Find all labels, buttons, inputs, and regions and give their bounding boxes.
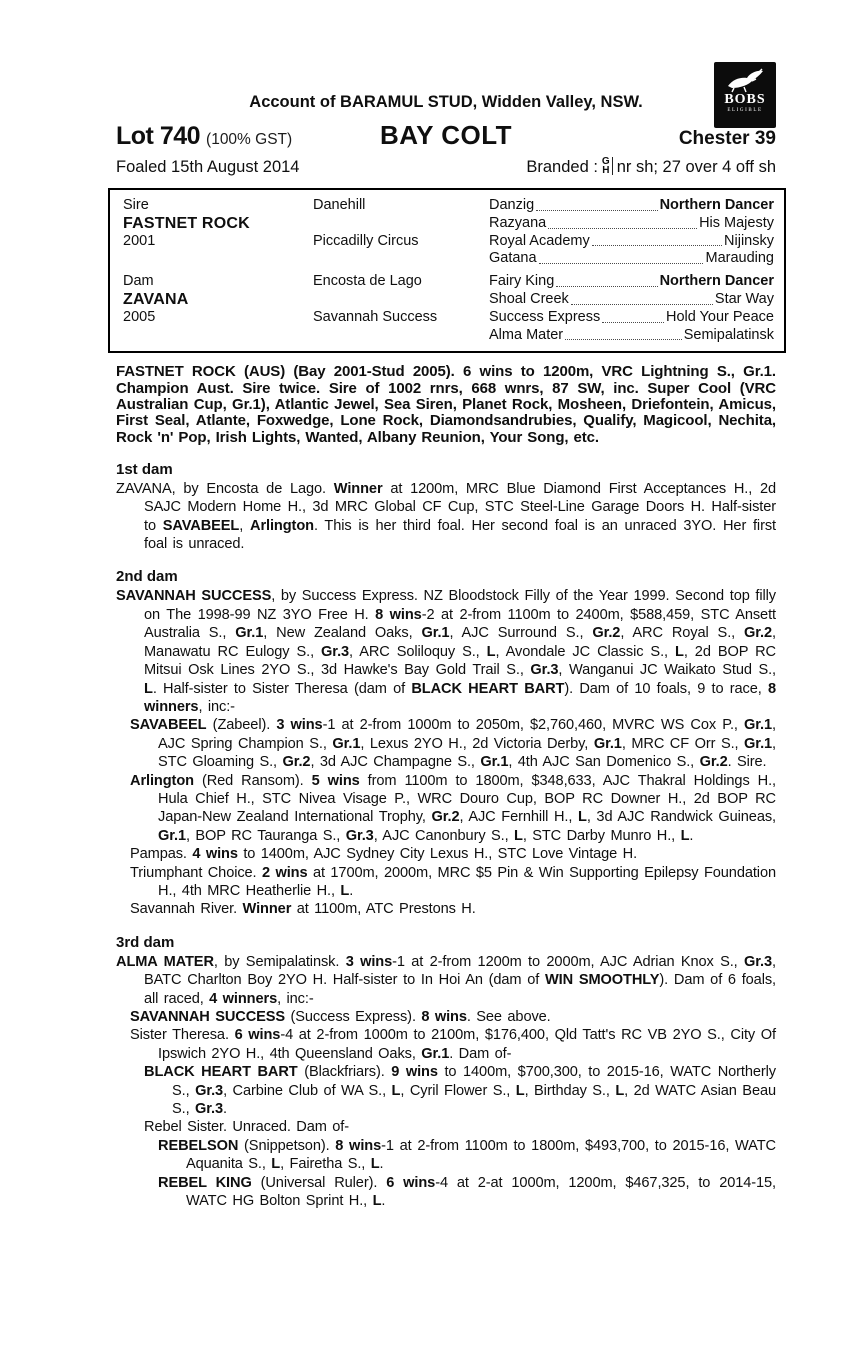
paragraph-savannah-success-ref: [116, 1008, 776, 1026]
bold-text: 4 winners: [209, 990, 278, 1007]
bold-text: L: [486, 643, 496, 660]
paragraph-savannah-river: [116, 900, 776, 918]
paragraph-rebel-king: [116, 1174, 776, 1211]
bold-text: Gr.2: [699, 754, 728, 771]
ancestor-row: [489, 291, 774, 309]
plain-text: at 1100m, ATC Prestons H.: [291, 901, 476, 918]
plain-text: , by Semipalatinsk.: [213, 953, 346, 970]
plain-text: , Cyril Flower S.,: [400, 1082, 516, 1099]
plain-text: ). Dam of 10 foals, 9 to race,: [564, 680, 768, 697]
bold-text: SAVANNAH SUCCESS: [116, 588, 272, 605]
sire-summary-paragraph: [116, 364, 776, 445]
empty-cell: [313, 327, 489, 345]
foaling-year: 2001: [123, 232, 156, 249]
bold-text: 9 wins: [391, 1064, 438, 1081]
plain-text: at 1200m, MRC Blue Diamond First Acceptances H., 2d SAJC Modern Home H., 3d MRC Global CF Cup, STC Steel-Line Garage Doors H. Half-sister to: [144, 480, 776, 534]
paragraph-alma-mater: [116, 953, 776, 1008]
plain-text: , AJC Surround S.,: [449, 625, 593, 642]
dotted-leader: [548, 228, 697, 229]
plain-text: , AJC Fernhill H.,: [459, 809, 578, 826]
plain-text: at 1700m, 2000m, MRC $5 Pin & Win Supporting Epilepsy Foundation H., 4th MRC Heatherlie H.,: [158, 864, 776, 899]
plain-text: -4 at 2-from 1000m to 2100m, $176,400, Qld Tatt's RC VB 2YO S., City Of Ipswich 2YO H., 4th Queensland Oaks,: [158, 1027, 776, 1062]
bold-text: 8 wins: [375, 606, 422, 623]
bold-text: L: [615, 1082, 625, 1099]
plain-text: , BOP RC Tauranga S.,: [186, 827, 346, 844]
grandsire-name: Danehill: [313, 197, 366, 213]
sire-pedigree-group: [123, 197, 774, 268]
plain-text: , MRC CF Orr S.,: [621, 735, 745, 752]
ancestor-sire: Fairy King: [489, 273, 555, 290]
pedigree-table: [108, 188, 786, 353]
plain-text: (Snippetson).: [238, 1137, 336, 1154]
bold-text: BLACK HEART BART: [411, 680, 565, 697]
plain-text: , 4th AJC San Domenico S.,: [508, 754, 700, 771]
paragraph-arlington: [116, 772, 776, 846]
plain-text: .: [379, 1156, 384, 1173]
dotted-leader: [565, 339, 682, 340]
plain-text: -2 at 2-from 1100m to 2400m, $588,459, STC Ansett Australia S.,: [144, 606, 776, 642]
bold-text: L: [577, 809, 587, 826]
plain-text: (Universal Ruler).: [251, 1174, 387, 1191]
plain-text: .: [381, 1193, 386, 1210]
dotted-leader: [556, 286, 657, 287]
chester-reference: Chester 39: [678, 128, 776, 149]
bold-text: Gr.1: [744, 735, 773, 752]
plain-text: , Avondale JC Classic S.,: [495, 643, 675, 660]
ancestor-dam: His Majesty: [699, 214, 774, 231]
plain-text: , 2d WATC Asian Beau S.,: [172, 1082, 776, 1118]
plain-text: Pampas.: [130, 846, 193, 863]
bold-text: WIN SMOOTHLY: [545, 972, 660, 989]
ancestor-sire: Shoal Creek: [489, 290, 569, 307]
paragraph-zavana: [116, 480, 776, 554]
brand-info: [526, 156, 776, 178]
bold-text: Winner: [333, 480, 383, 497]
empty-cell: [123, 327, 313, 345]
granddam-name: Savannah Success: [313, 308, 438, 325]
horse-icon: [722, 65, 768, 93]
plain-text: -1 at 2-from 1100m to 1800m, $493,700, to 2015-16, WATC Aquanita S.,: [186, 1137, 776, 1173]
ancestor-sire: Alma Mater: [489, 326, 564, 343]
brand-mark: [602, 157, 613, 175]
dam-name: ZAVANA: [123, 290, 189, 308]
plain-text: (Zabeel).: [206, 717, 277, 734]
bold-text: 8 wins: [335, 1137, 382, 1154]
ancestor-sire: Success Express: [489, 308, 601, 325]
plain-text: , STC Darby Munro H.,: [522, 827, 681, 844]
bold-text: REBELSON: [158, 1137, 239, 1154]
dotted-leader: [592, 245, 722, 246]
foaled-date: Foaled 15th August 2014: [116, 158, 300, 176]
plain-text: , inc:-: [277, 990, 314, 1007]
plain-text: -1 at 2-from 1200m to 2000m, AJC Adrian Knox S.,: [392, 953, 745, 970]
plain-text: Rebel Sister. Unraced. Dam of-: [144, 1119, 349, 1136]
plain-text: , by Success Express. NZ Bloodstock Filly of the Year 1999. Second top filly on The 1998-99 NZ 3YO Free H.: [144, 588, 776, 623]
paragraph-triumphant-choice: [116, 864, 776, 901]
plain-text: , STC Gloaming S.,: [158, 735, 777, 771]
plain-text: , Wanganui JC Waikato Stud S.,: [558, 662, 776, 679]
plain-text: , New Zealand Oaks,: [263, 625, 422, 642]
plain-text: , ARC Soliloquy S.,: [349, 643, 487, 660]
plain-text: , 2d BOP RC Mitsui Osk Lines 2YO S., 3d Hawke's Bay Gold Trail S.,: [144, 643, 776, 679]
account-line: Account of BARAMUL STUD, Widden Valley, NSW.: [249, 93, 643, 111]
bold-text: 6 wins: [234, 1027, 281, 1044]
empty-cell: [313, 250, 489, 268]
paragraph-pampas: [116, 845, 776, 863]
bold-text: Gr.3: [744, 953, 773, 970]
pedigree-role-label: Dam: [123, 273, 154, 290]
bold-text: L: [340, 882, 350, 899]
lot-row: [116, 120, 776, 151]
plain-text: .: [689, 827, 694, 844]
plain-text: Savannah River.: [130, 901, 243, 918]
plain-text: , Birthday S.,: [524, 1082, 616, 1099]
foaling-year: 2005: [123, 308, 156, 325]
bold-text: 8 winners: [144, 680, 776, 715]
plain-text: ,: [239, 517, 250, 534]
ancestor-dam: Hold Your Peace: [665, 308, 774, 325]
plain-text: ZAVANA, by Encosta de Lago.: [116, 480, 334, 497]
bold-text: 4 wins: [192, 846, 238, 863]
plain-text: to 1400m, $700,300, to 2015-16, WATC Northerly S.,: [172, 1064, 777, 1099]
logo-subtext: ELIGIBLE: [727, 108, 763, 113]
brand-mark-top: G: [601, 156, 610, 167]
dam-section-heading: 2nd dam: [116, 568, 178, 586]
bold-text: Gr.1: [332, 735, 361, 752]
lot-left: [116, 122, 380, 151]
pedigree-role-label: Sire: [123, 197, 149, 213]
plain-text: , ARC Royal S.,: [620, 625, 745, 642]
granddam-name: Piccadilly Circus: [313, 232, 419, 249]
bold-text: L: [370, 1156, 380, 1173]
plain-text: , BATC Charlton Boy 2YO H. Half-sister to In Hoi An (dam of: [144, 953, 776, 989]
paragraph-savabeel: [116, 716, 776, 771]
ancestor-row: [489, 233, 774, 251]
bold-text: L: [515, 1082, 525, 1099]
dotted-leader: [602, 322, 664, 323]
bold-text: Gr.1: [593, 735, 622, 752]
bold-text: Gr.3: [345, 827, 374, 844]
paragraph-black-heart-bart: [116, 1063, 776, 1118]
brand-mark-bottom: H: [602, 165, 610, 176]
plain-text: , inc:-: [198, 698, 235, 715]
lot-number: Lot 740: [116, 122, 201, 150]
bold-text: L: [680, 827, 690, 844]
plain-text: , AJC Canonbury S.,: [373, 827, 514, 844]
ancestor-sire: Royal Academy: [489, 232, 590, 249]
plain-text: . Half-sister to Sister Theresa (dam of: [152, 680, 412, 697]
paragraph-rebel-sister: [116, 1118, 776, 1136]
plain-text: , AJC Spring Champion S.,: [158, 717, 776, 752]
ancestor-row: [489, 215, 774, 233]
bold-text: 2 wins: [261, 864, 308, 881]
bold-text: L: [372, 1193, 382, 1210]
bold-text: 6 wins: [386, 1174, 436, 1191]
ancestor-dam: Northern Dancer: [659, 197, 774, 213]
bold-text: FASTNET ROCK (AUS) (Bay 2001-Stud 2005). 6 wins to 1200m, VRC Lightning S., Gr.1. Champion Aust. Sire twice. Sire of 1002 rnrs, 668 wnrs, 87 SW, inc. Super Cool (VRC Australian Cup, Gr.1), Atlantic Jewel, Sea Siren, Planet Rock, Mosheen, Driefontein, Amicus, First Seal, Atlante, Foxwedge, Lone Rock, Diamondsandrubies, Qualify, Magicool, Nechita, Rock 'n' Pop, Irish Lights, Wanted, Albany Reunion, Your Song, etc.: [116, 363, 776, 446]
bold-text: Gr.1: [235, 625, 264, 642]
bold-text: Gr.2: [592, 625, 621, 642]
ancestor-dam: Star Way: [714, 290, 774, 307]
bold-text: 3 wins: [276, 717, 323, 734]
ancestor-dam: Nijinsky: [724, 232, 774, 249]
bold-text: 8 wins: [421, 1009, 467, 1026]
empty-cell: [313, 291, 489, 309]
bold-text: SAVANNAH SUCCESS: [130, 1009, 286, 1026]
ancestor-sire: Danzig: [489, 197, 535, 213]
dam-pedigree-group: [123, 273, 774, 344]
plain-text: .: [349, 882, 354, 899]
dam-section-heading: 3rd dam: [116, 933, 175, 951]
plain-text: , Carbine Club of WA S.,: [223, 1082, 392, 1099]
plain-text: . See above.: [466, 1009, 551, 1026]
plain-text: .: [223, 1101, 227, 1118]
sire-name: FASTNET ROCK: [123, 214, 250, 232]
bold-text: 5 wins: [311, 772, 360, 789]
plain-text: . Dam of-: [449, 1045, 512, 1062]
bold-text: Gr.2: [431, 809, 460, 826]
bold-text: REBEL KING: [158, 1174, 252, 1191]
bold-text: Gr.1: [421, 1045, 450, 1062]
plain-text: , Fairetha S.,: [280, 1156, 371, 1173]
foal-row: [116, 156, 776, 178]
logo-name: BOBS: [724, 92, 766, 107]
bold-text: Gr.3: [195, 1101, 223, 1118]
bold-text: L: [144, 680, 153, 697]
bold-text: L: [271, 1156, 281, 1173]
plain-text: from 1100m to 1800m, $348,633, AJC Thakral Holdings H., Hula Chief H., STC Nivea Visage P., WRC Douro Cup, BOP RC Downer H., 2d BOP RC Japan-New Zealand International Trophy,: [158, 772, 776, 826]
bold-text: Gr.2: [744, 625, 773, 642]
bold-text: ALMA MATER: [116, 953, 214, 970]
empty-cell: [123, 250, 313, 268]
page-content: [116, 92, 776, 1210]
plain-text: Triumphant Choice.: [130, 864, 262, 881]
ancestor-row: [489, 309, 774, 327]
bold-text: L: [675, 643, 684, 660]
bold-text: Gr.2: [282, 754, 311, 771]
bold-text: Gr.1: [744, 717, 773, 734]
paragraph-savannah-success: [116, 587, 776, 716]
bold-text: Gr.1: [158, 827, 186, 844]
plain-text: (Blackfriars).: [297, 1064, 392, 1081]
bold-text: Gr.3: [195, 1082, 224, 1099]
plain-text: , 3d AJC Champagne S.,: [310, 754, 481, 771]
bold-text: SAVABEEL: [162, 517, 240, 534]
ancestor-dam: Semipalatinsk: [683, 326, 774, 343]
ancestor-dam: Marauding: [705, 250, 774, 267]
ancestor-row: [489, 250, 774, 268]
bold-text: Gr.1: [480, 754, 509, 771]
bold-text: 3 wins: [345, 953, 393, 970]
plain-text: ). Dam of 6 foals, all raced,: [144, 972, 776, 1007]
dotted-leader: [571, 304, 713, 305]
ancestor-row: [489, 273, 774, 291]
bold-text: L: [391, 1082, 401, 1099]
paragraph-sister-theresa: [116, 1026, 776, 1063]
plain-text: (Red Ransom).: [193, 772, 312, 789]
plain-text: . Sire.: [727, 754, 767, 771]
dam-sections: [116, 461, 776, 1211]
ancestor-dam: Northern Dancer: [659, 273, 774, 290]
ancestor-row: [489, 197, 774, 215]
plain-text: -4 at 2-at 1000m, 1200m, $467,325, to 2014-15, WATC HG Bolton Sprint H.,: [186, 1174, 777, 1210]
dotted-leader: [536, 210, 657, 211]
plain-text: to 1400m, AJC Sydney City Lexus H., STC Love Vintage H.: [237, 846, 638, 863]
ancestor-sire: Gatana: [489, 250, 537, 267]
empty-cell: [313, 215, 489, 233]
plain-text: Sister Theresa.: [130, 1027, 235, 1044]
branded-label: Branded :: [526, 158, 598, 176]
bold-text: Gr.1: [421, 625, 450, 642]
bold-text: L: [513, 827, 523, 844]
bold-text: Arlington: [130, 772, 194, 789]
brand-description: nr sh; 27 over 4 off sh: [616, 158, 776, 176]
ancestor-sire: Razyana: [489, 214, 547, 231]
bold-text: SAVABEEL: [130, 717, 207, 734]
plain-text: . This is her third foal. Her second foal is an unraced 3YO. Her first foal is unraced.: [144, 517, 776, 553]
plain-text: -1 at 2-from 1000m to 2050m, $2,760,460, MVRC WS Cox P.,: [322, 717, 745, 734]
bold-text: Winner: [242, 901, 292, 918]
plain-text: (Success Express).: [285, 1009, 422, 1026]
bold-text: Gr.3: [321, 643, 350, 660]
dam-section-heading: 1st dam: [116, 460, 173, 478]
paragraph-rebelson: [116, 1137, 776, 1174]
ancestor-row: [489, 327, 774, 345]
plain-text: , 3d AJC Randwick Guineas,: [586, 809, 776, 826]
plain-text: , Lexus 2YO H., 2d Victoria Derby,: [360, 735, 594, 752]
bold-text: BLACK HEART BART: [144, 1064, 298, 1081]
plain-text: , Manawatu RC Eulogy S.,: [144, 625, 776, 660]
dotted-leader: [539, 263, 704, 264]
bold-text: Arlington: [250, 517, 314, 534]
bold-text: Gr.3: [530, 662, 559, 679]
gst-note: (100% GST): [206, 131, 293, 148]
grandsire-name: Encosta de Lago: [313, 273, 422, 290]
page-title: BAY COLT: [379, 120, 513, 150]
